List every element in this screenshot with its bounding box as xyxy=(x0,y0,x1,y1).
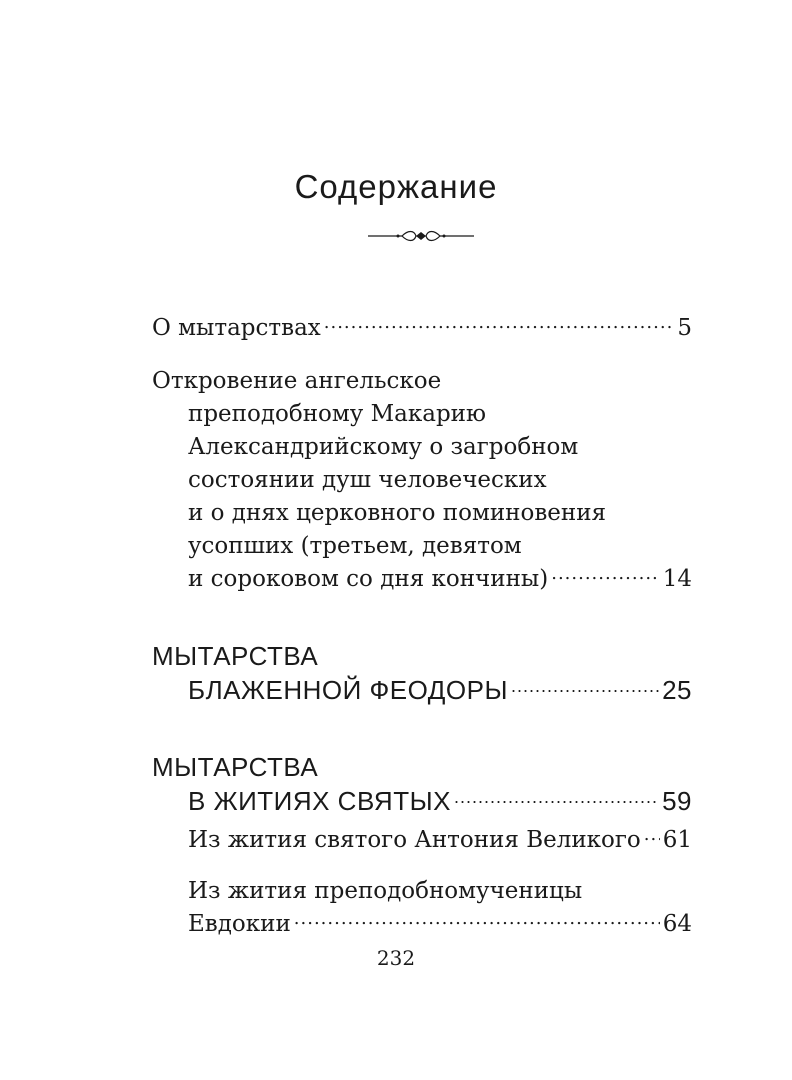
toc-entry-line: Евдокии xyxy=(188,911,291,937)
toc-page-number: 64 xyxy=(662,911,692,937)
page-title: Содержание xyxy=(294,168,498,205)
toc-entry-title: О мытарствах xyxy=(152,315,321,341)
toc-entry-line: преподобному Макарию xyxy=(188,401,487,427)
toc-entry-line: Из жития преподобномученицы xyxy=(188,878,583,904)
toc-page-number: 59 xyxy=(662,786,692,816)
toc-entry-line: МЫТАРСТВА xyxy=(152,752,319,782)
toc-page-number: 25 xyxy=(662,675,692,705)
dot-leader xyxy=(294,908,660,931)
toc-entry-otkrovenie[interactable] xyxy=(152,365,692,596)
toc-entry-line: усопших (третьем, девятом xyxy=(188,533,522,559)
toc-entry-zhitiya[interactable] xyxy=(152,751,692,818)
toc-entry-line: и о днях церковного поминовения xyxy=(188,500,607,526)
dot-leader xyxy=(454,784,659,810)
toc-page-number: 14 xyxy=(662,566,692,592)
toc-entry-title: Из жития святого Антония Великого xyxy=(188,827,641,853)
flourish-divider-icon xyxy=(368,228,474,244)
toc-entry-mytarstva[interactable] xyxy=(152,312,692,345)
table-of-contents xyxy=(152,312,692,941)
toc-entry-line: и сороковом со дня кончины) xyxy=(188,566,549,592)
dot-leader xyxy=(551,563,660,586)
toc-page-number: 61 xyxy=(662,827,692,853)
toc-entry-evdokiya[interactable] xyxy=(152,875,692,941)
dot-leader xyxy=(644,824,660,847)
toc-entry-line: состоянии душ человеческих xyxy=(188,467,547,493)
toc-page-number: 5 xyxy=(677,315,692,341)
toc-entry-feodora[interactable] xyxy=(152,640,692,707)
dot-leader xyxy=(511,673,659,699)
toc-entry-line: МЫТАРСТВА xyxy=(152,641,319,671)
toc-entry-line: В ЖИТИЯХ СВЯТЫХ xyxy=(188,786,451,816)
toc-entry-line: Откровение ангельское xyxy=(152,368,442,394)
toc-entry-antoniy[interactable] xyxy=(152,824,692,857)
toc-entry-line: БЛАЖЕННОЙ ФЕОДОРЫ xyxy=(188,675,508,705)
page-number: 232 xyxy=(376,946,416,970)
toc-entry-line: Александрийскому о загробном xyxy=(188,434,579,460)
dot-leader xyxy=(324,312,675,335)
